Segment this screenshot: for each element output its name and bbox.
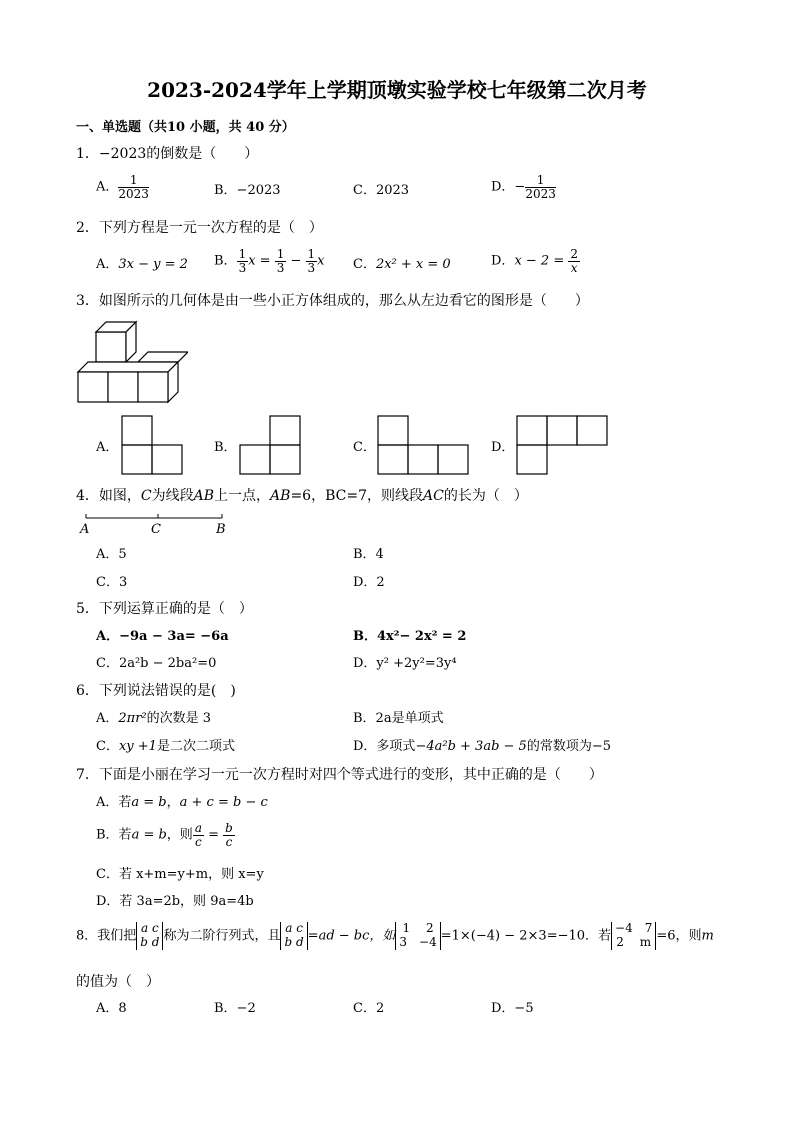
q5-option-d: D．y² +2y²=3y⁴	[353, 656, 457, 671]
q3-option-a: A．	[96, 440, 119, 455]
q2-stem: 2．下列方程是一元一次方程的是（ ）	[76, 220, 323, 236]
q2-option-b: B． $\frac{1}{3}$ x = $\frac{1}{3}$ − $\frac{1}{3}$ x	[214, 247, 325, 275]
q4-option-b: B．4	[353, 547, 384, 562]
q3-option-b-view	[238, 414, 302, 476]
q3-option-a-view	[120, 414, 184, 476]
q2-option-c: C．2x² + x = 0	[353, 257, 451, 272]
q7-option-d: D．若 3a=2b，则 9a=4b	[96, 894, 254, 909]
q8-determinant-3: 1 2 3 −4	[395, 922, 440, 950]
q1-stem: 1．−2023的倒数是（ ）	[76, 146, 259, 162]
q8-determinant-2: a c b d	[280, 922, 307, 950]
q4-stem: 4．如图，C为线段AB上一点，AB=6，BC=7，则线段AC的长为（ ）	[76, 488, 528, 504]
q2-option-a: A．3x − y = 2	[96, 257, 188, 272]
q3-option-d-view	[515, 414, 609, 476]
q8-stem: 8．我们把 a c b d 称为二阶行列式，且 a c b d =ad − bc，如 1 2 3 −4 =1×(−4) − 2×3=−10．若 −4 7 2 m =6，则m	[76, 921, 714, 949]
q8-option-d: D．−5	[491, 1001, 534, 1016]
q3-stem: 3．如图所示的几何体是由一些小正方体组成的，那么从左边看它的图形是（ ）	[76, 293, 589, 309]
q1-option-c: C．2023	[353, 183, 410, 198]
q3-option-c-view	[376, 414, 470, 476]
q8-determinant-1: a c b d	[136, 922, 163, 950]
q2-option-d: D．x − 2 = $\frac{2}{x}$	[491, 247, 578, 275]
q4-point-c-label: C	[151, 522, 161, 537]
q3-option-d: D．	[491, 440, 515, 455]
q1-option-a: A． $\frac{1}{2023}$	[96, 173, 149, 201]
q6-option-d: D．多项式−4a²b + 3ab − 5的常数项为−5	[353, 739, 611, 754]
q4-option-a: A．5	[96, 547, 127, 562]
q8-determinant-4: −4 7 2 m	[611, 922, 656, 950]
q3-option-c: C．	[353, 440, 376, 455]
page-title: 2023-2024学年上学期顶墩实验学校七年级第二次月考	[147, 78, 647, 102]
q8-stem-line2: 的值为（ ）	[76, 974, 160, 990]
q5-option-c: C．2a²b − 2ba²=0	[96, 656, 217, 671]
q4-option-c: C．3	[96, 575, 128, 590]
q8-option-c: C．2	[353, 1001, 385, 1016]
q7-option-c: C．若 x+m=y+m，则 x=y	[96, 867, 264, 882]
section-heading: 一、单选题（共10 小题，共 40 分）	[76, 120, 295, 135]
q5-option-a: A．−9a − 3a= −6a	[96, 629, 229, 644]
q6-stem: 6．下列说法错误的是( )	[76, 683, 236, 699]
q6-option-c: C．xy +1是二次二项式	[96, 739, 235, 754]
q1-option-b: B．−2023	[214, 183, 281, 198]
q7-option-b: B．若a = b，则 $\frac{a}{c}$ = $\frac{b}{c}$	[96, 821, 233, 849]
q4-option-d: D．2	[353, 575, 385, 590]
q7-stem: 7．下面是小丽在学习一元一次方程时对四个等式进行的变形，其中正确的是（ ）	[76, 767, 603, 783]
q3-solid-figure	[76, 318, 188, 404]
q4-point-b-label: B	[216, 522, 226, 537]
q5-stem: 5．下列运算正确的是（ ）	[76, 601, 253, 617]
q4-point-a-label: A	[80, 522, 90, 537]
q8-option-b: B．−2	[214, 1001, 256, 1016]
q8-option-a: A．8	[96, 1001, 127, 1016]
q4-line-segment	[80, 512, 230, 522]
q6-option-a: A．2πr²的次数是 3	[96, 711, 212, 726]
q1-option-d: D．− $\frac{1}{2023}$	[491, 173, 556, 201]
q5-option-b: B．4x²− 2x² = 2	[353, 629, 467, 644]
q6-option-b: B．2a是单项式	[353, 711, 444, 726]
q7-option-a: A．若a = b，a + c = b − c	[96, 795, 268, 810]
q3-option-b: B．	[214, 440, 237, 455]
